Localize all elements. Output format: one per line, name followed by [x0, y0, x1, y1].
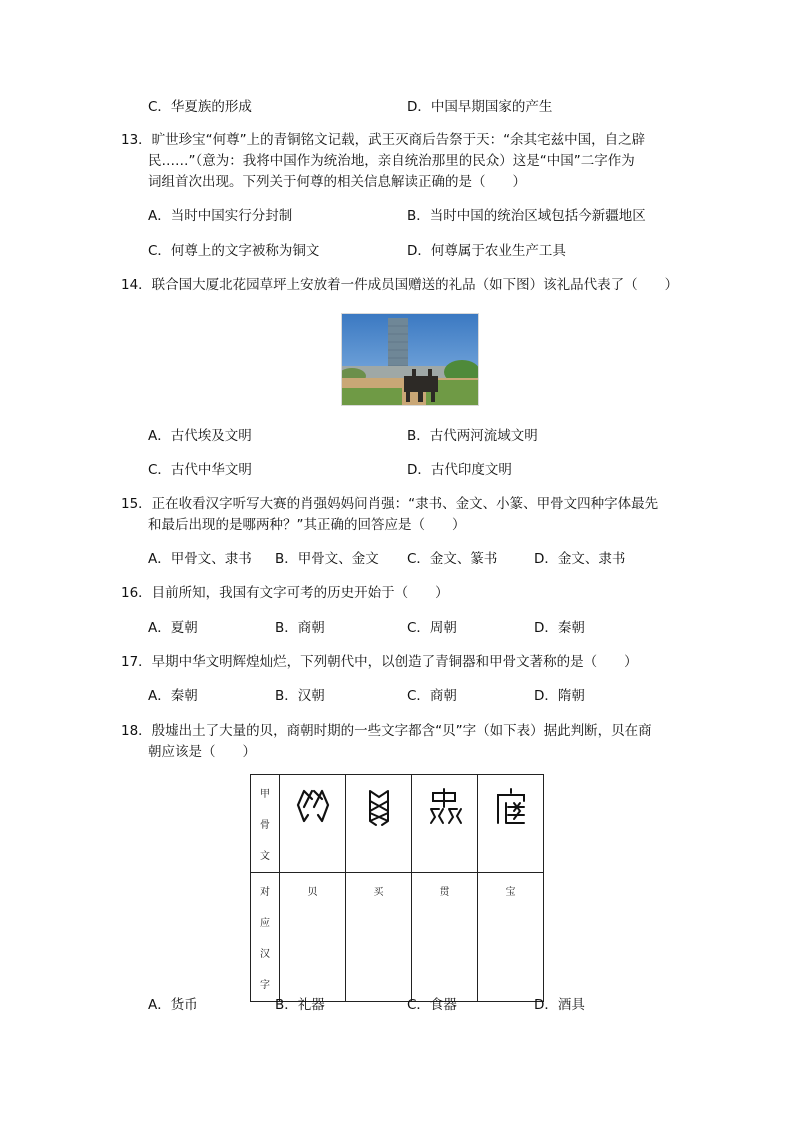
photo-illustration — [342, 314, 478, 405]
row-header-oracle-bone — [251, 775, 280, 873]
q15-option-a[interactable]: A．甲骨文、隶书 — [148, 551, 252, 567]
q14-stem-line1: 14．联合国大厦北花园草坪上安放着一件成员国赠送的礼品（如下图）该礼品代表了（ ） — [121, 277, 679, 293]
q16-option-d[interactable]: D．秦朝 — [534, 620, 585, 636]
q18-stem-line1: 18．殷墟出土了大量的贝，商朝时期的一些文字都含“贝”字（如下表）据此判断，贝在商 — [121, 723, 652, 739]
oracle-guan-icon — [427, 787, 463, 825]
q15-option-c[interactable]: C．金文、篆书 — [407, 551, 498, 567]
q15-option-d[interactable]: D．金文、隶书 — [534, 551, 626, 567]
q16-option-a[interactable]: A．夏朝 — [148, 620, 198, 636]
row-header-char: 甲 — [260, 789, 270, 800]
q16-stem-line1: 16．目前所知，我国有文字可考的历史开始于（ ） — [121, 585, 449, 601]
row-header-char: 文 — [260, 851, 270, 862]
q17-option-a[interactable]: A．秦朝 — [148, 688, 198, 704]
hanzi-bei: 贝 — [280, 873, 346, 1002]
q18-option-a[interactable]: A．货币 — [148, 997, 198, 1013]
q18-option-c[interactable]: C．食器 — [407, 997, 457, 1013]
hanzi-bao: 宝 — [478, 873, 544, 1002]
q14-option-d[interactable]: D．古代印度文明 — [407, 462, 512, 478]
q12-option-c[interactable]: C．华夏族的形成 — [148, 99, 252, 115]
q14-option-c[interactable]: C．古代中华文明 — [148, 462, 252, 478]
q13-stem-line1: 13．旷世珍宝“何尊”上的青铜铭文记载，武王灭商后告祭于天：“余其宅兹中国，自之辟 — [121, 132, 646, 148]
q13-option-d[interactable]: D．何尊属于农业生产工具 — [407, 243, 566, 259]
q15-stem-line2: 和最后出现的是哪两种？”其正确的回答应是（ ） — [148, 517, 466, 533]
oracle-glyph-bei — [280, 775, 346, 873]
oracle-glyph-bao — [478, 775, 544, 873]
row-header-char: 对 — [260, 887, 270, 898]
q12-option-d[interactable]: D．中国早期国家的产生 — [407, 99, 553, 115]
oracle-glyph-mai — [346, 775, 412, 873]
q18-option-d[interactable]: D．酒具 — [534, 997, 585, 1013]
row-header-char: 骨 — [260, 820, 270, 831]
q13-option-b[interactable]: B．当时中国的统治区域包括今新疆地区 — [407, 208, 646, 224]
oracle-bao-icon — [494, 787, 528, 827]
q13-option-c[interactable]: C．何尊上的文字被称为铜文 — [148, 243, 320, 259]
q17-option-c[interactable]: C．商朝 — [407, 688, 457, 704]
row-header-char: 应 — [260, 918, 270, 929]
row-header-char: 字 — [260, 980, 270, 991]
hanzi-guan: 贯 — [412, 873, 478, 1002]
hanzi-mai: 买 — [346, 873, 412, 1002]
q17-stem-line1: 17．早期中华文明辉煌灿烂，下列朝代中，以创造了青铜器和甲骨文著称的是（ ） — [121, 654, 638, 670]
q17-option-b[interactable]: B．汉朝 — [275, 688, 325, 704]
q14-option-a[interactable]: A．古代埃及文明 — [148, 428, 252, 444]
q13-option-a[interactable]: A．当时中国实行分封制 — [148, 208, 293, 224]
q17-option-d[interactable]: D．隋朝 — [534, 688, 585, 704]
oracle-bei-icon — [296, 787, 330, 825]
q15-stem-line1: 15．正在收看汉字听写大赛的肖强妈妈问肖强：“隶书、金文、小篆、甲骨文四种字体最先 — [121, 496, 659, 512]
un-garden-bronze-ding-photo — [341, 313, 479, 406]
row-header-modern-hanzi — [251, 873, 280, 1002]
q13-stem-line3: 词组首次出现。下列关于何尊的相关信息解读正确的是（ ） — [148, 174, 526, 190]
oracle-bone-character-table — [250, 774, 544, 1002]
q18-stem-line2: 朝应该是（ ） — [148, 744, 256, 760]
oracle-glyph-guan — [412, 775, 478, 873]
q13-stem-line2: 民……”（意为：我将中国作为统治地，亲自统治那里的民众）这是“中国”二字作为 — [148, 153, 635, 169]
oracle-mai-icon — [364, 787, 394, 827]
q16-option-c[interactable]: C．周朝 — [407, 620, 457, 636]
q16-option-b[interactable]: B．商朝 — [275, 620, 325, 636]
q18-option-b[interactable]: B．礼器 — [275, 997, 325, 1013]
q14-option-b[interactable]: B．古代两河流域文明 — [407, 428, 538, 444]
q15-option-b[interactable]: B．甲骨文、金文 — [275, 551, 379, 567]
row-header-char: 汉 — [260, 949, 270, 960]
